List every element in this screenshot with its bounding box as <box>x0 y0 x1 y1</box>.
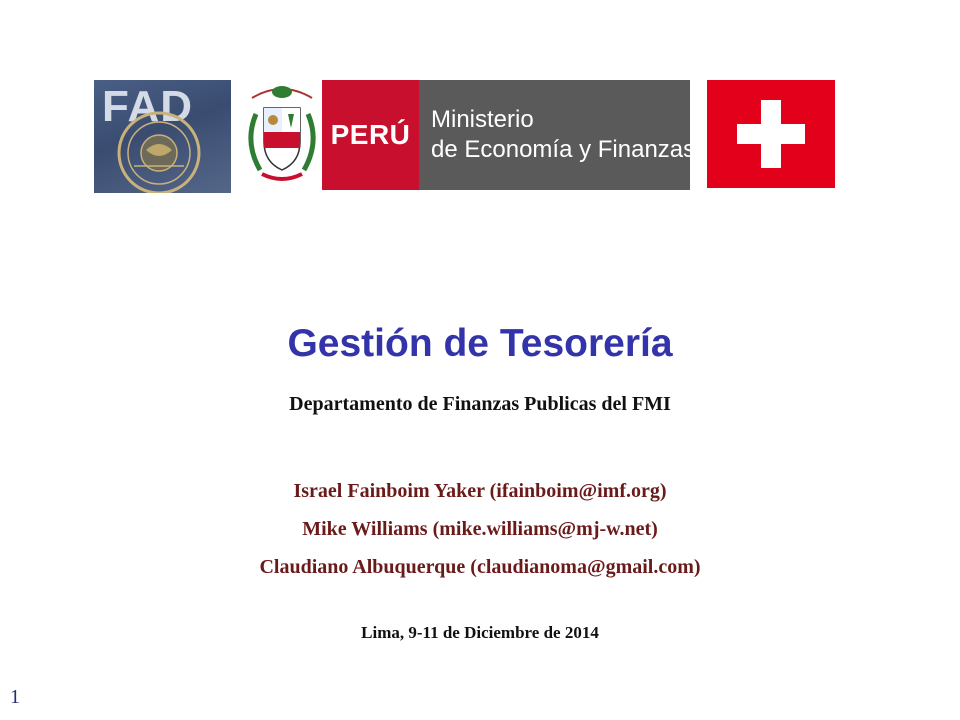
fad-logo-text: FAD <box>102 82 193 131</box>
swiss-flag-icon <box>707 80 835 188</box>
author-line: Mike Williams (mike.williams@mj-w.net) <box>302 518 658 540</box>
event-date: Lima, 9-11 de Diciembre de 2014 <box>361 623 599 642</box>
ministry-label-line2: de Economía y Finanzas <box>431 136 696 163</box>
author-line: Israel Fainboim Yaker (ifainboim@imf.org) <box>293 480 667 502</box>
peru-coat-of-arms-icon <box>238 78 326 190</box>
slide-title: Gestión de Tesorería <box>287 322 673 365</box>
page-number: 1 <box>10 686 20 708</box>
author-list <box>0 472 960 586</box>
ministry-label-block <box>419 80 696 190</box>
slide-subtitle: Departamento de Finanzas Publicas del FMI <box>289 393 671 415</box>
imf-seal-icon <box>116 110 202 193</box>
ministry-label-line1: Ministerio <box>431 106 534 133</box>
peru-label-block <box>322 80 419 190</box>
fad-imf-logo <box>94 80 231 193</box>
peru-label: PERÚ <box>330 119 411 150</box>
author-line: Claudiano Albuquerque (claudianoma@gmail.com) <box>259 556 701 578</box>
logo-banner <box>0 0 960 200</box>
